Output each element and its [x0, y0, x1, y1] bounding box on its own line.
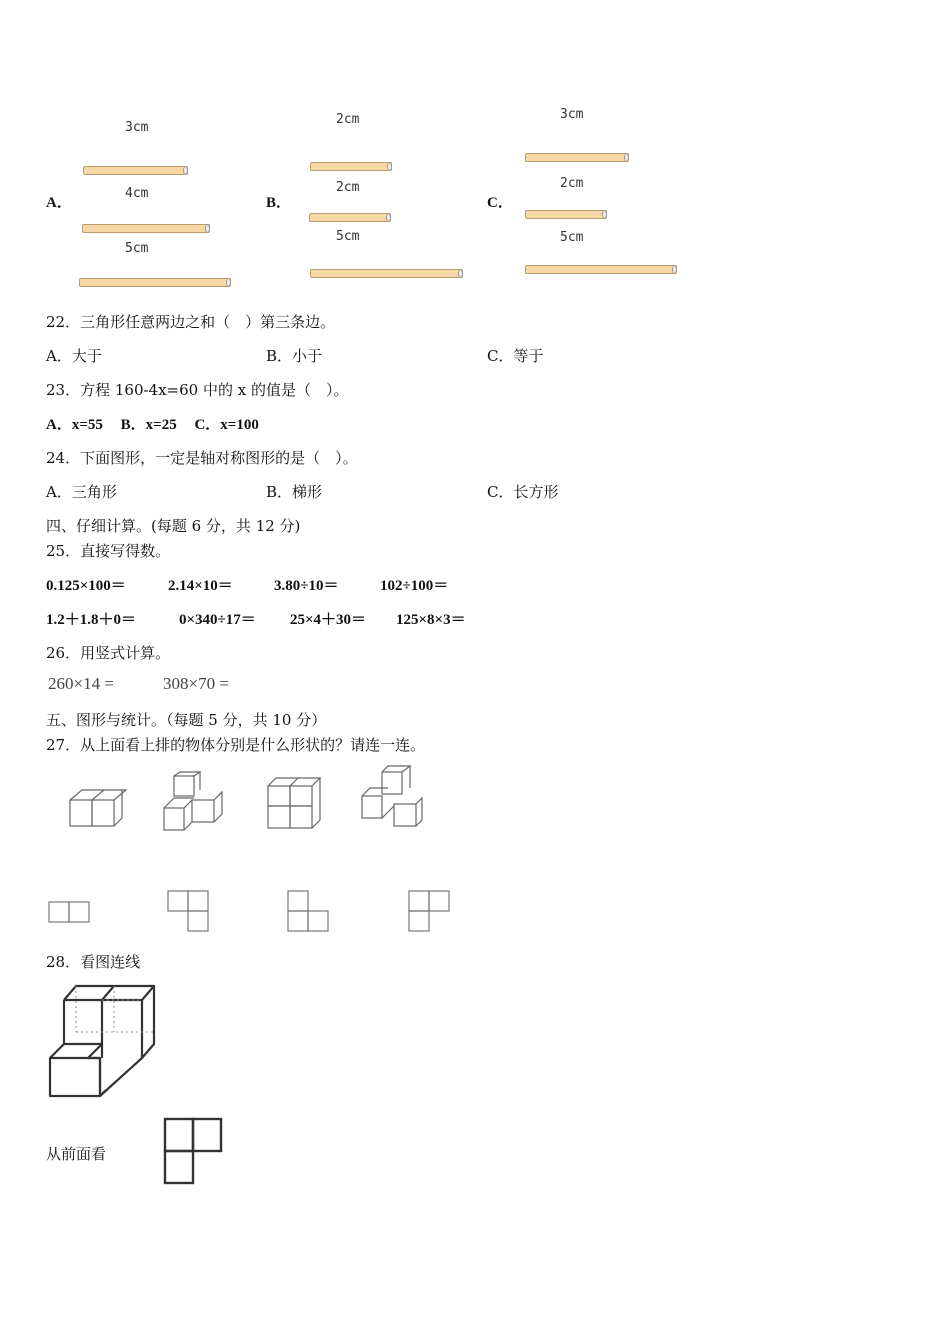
stick-length-label: 3cm — [560, 107, 584, 122]
stick-length-label: 5cm — [560, 230, 584, 245]
calc-item: 25×4＋30＝ — [290, 612, 367, 628]
calc-item: 0.125×100＝ — [46, 578, 126, 594]
q24-option-b[interactable]: B．梯形 — [266, 483, 323, 501]
stick — [525, 265, 677, 274]
calc-item: 2.14×10＝ — [168, 578, 233, 594]
calc-item: 125×8×3＝ — [396, 612, 466, 628]
stick — [79, 278, 231, 287]
stick-length-label: 5cm — [125, 241, 149, 256]
q24-option-c[interactable]: C．长方形 — [487, 483, 559, 501]
q27-stem: 27．从上面看上排的物体分别是什么形状的？请连一连。 — [46, 736, 426, 754]
stick-length-label: 4cm — [125, 186, 149, 201]
stick-length-label: 5cm — [336, 229, 360, 244]
option-letter: A． — [46, 195, 72, 211]
calc-item: 1.2＋1.8＋0＝ — [46, 612, 137, 628]
stick — [525, 210, 607, 219]
cube-object-1 — [66, 786, 126, 830]
top-view-shape-1 — [48, 901, 90, 923]
stick-length-label: 2cm — [336, 112, 360, 127]
q23-stem: 23．方程 160-4x=60 中的 x 的值是（ ）。 — [46, 381, 349, 399]
cube-object-4 — [358, 766, 424, 830]
cube-object-3 — [264, 776, 324, 832]
top-view-shape-3 — [287, 890, 329, 932]
q22-stem: 22．三角形任意两边之和（ ）第三条边。 — [46, 313, 336, 331]
stick — [525, 153, 629, 162]
q22-option-b[interactable]: B．小于 — [266, 347, 323, 365]
q22-option-a[interactable]: A．大于 — [46, 347, 102, 365]
q26-stem: 26．用竖式计算。 — [46, 644, 171, 662]
front-view-shape — [163, 1117, 225, 1185]
q23-option-a[interactable]: A．x=55 — [46, 417, 103, 433]
section-4-title: 四、仔细计算。(每题 6 分，共 12 分) — [46, 517, 301, 535]
cube-object-2 — [162, 772, 226, 834]
q24-option-a[interactable]: A．三角形 — [46, 483, 117, 501]
stick — [83, 166, 188, 175]
stick — [82, 224, 210, 233]
top-view-shape-4 — [408, 890, 450, 932]
option-letter: C． — [487, 195, 513, 211]
q23-option-c[interactable]: C．x=100 — [194, 417, 259, 433]
q24-stem: 24．下面图形，一定是轴对称图形的是（ ）。 — [46, 449, 358, 467]
vertical-calc-item: 308×70 = — [163, 674, 229, 693]
stick-length-label: 2cm — [560, 176, 584, 191]
calc-item: 102÷100＝ — [380, 578, 449, 594]
q23-option-b[interactable]: B．x=25 — [120, 417, 177, 433]
q28-stem: 28．看图连线 — [46, 953, 141, 971]
stick-length-label: 2cm — [336, 180, 360, 195]
calc-item: 3.80÷10＝ — [274, 578, 339, 594]
vertical-calc-item: 260×14 = — [48, 674, 114, 693]
option-letter: B． — [266, 195, 292, 211]
stick-length-label: 3cm — [125, 120, 149, 135]
stick — [309, 213, 391, 222]
stick — [310, 269, 463, 278]
calc-item: 0×340÷17＝ — [179, 612, 256, 628]
q25-stem: 25．直接写得数。 — [46, 542, 171, 560]
front-view-label: 从前面看 — [46, 1145, 107, 1163]
q23-options — [46, 413, 259, 434]
q22-option-c[interactable]: C．等于 — [487, 347, 544, 365]
solid-figure — [46, 984, 158, 1100]
top-view-shape-2 — [167, 890, 209, 932]
stick — [310, 162, 392, 171]
section-5-title: 五、图形与统计。（每题 5 分，共 10 分） — [46, 711, 327, 729]
